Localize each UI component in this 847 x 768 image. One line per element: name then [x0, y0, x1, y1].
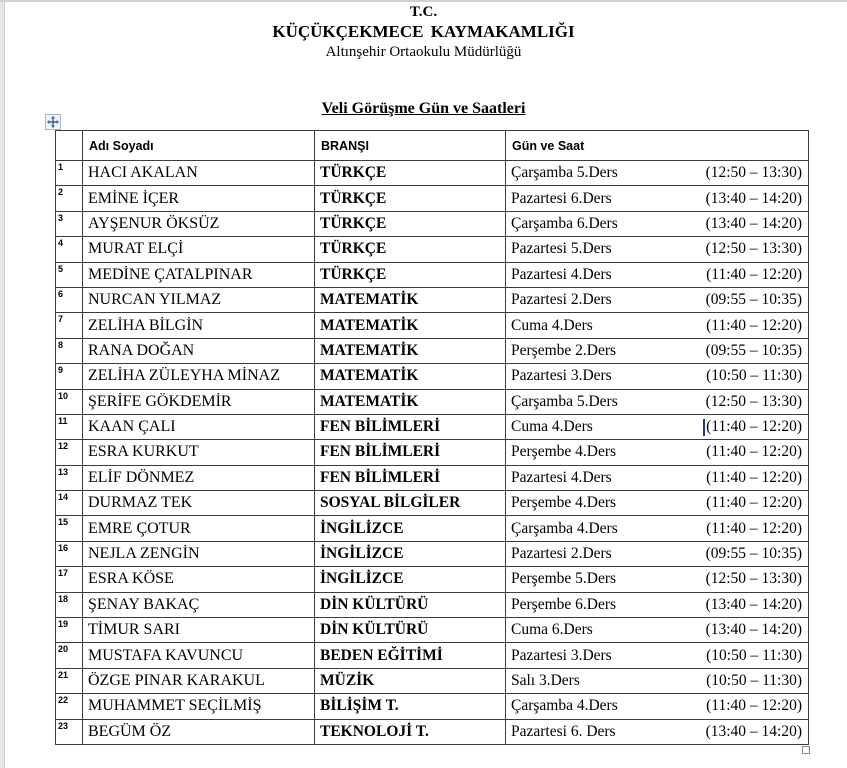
table-title[interactable]: Veli Görüşme Gün ve Saatleri	[321, 100, 526, 117]
row-number: 11	[58, 415, 68, 426]
meeting-slot[interactable]	[506, 643, 809, 668]
teacher-branch[interactable]: MATEMATİK	[315, 313, 506, 338]
row-number: 8	[58, 339, 64, 350]
row-number: 14	[58, 492, 69, 503]
teacher-name[interactable]: HACI AKALAN	[83, 161, 315, 186]
meeting-slot[interactable]	[506, 287, 809, 312]
teacher-name[interactable]: KAAN ÇALI	[83, 414, 315, 439]
text-cursor	[703, 419, 705, 436]
row-number: 1	[58, 162, 64, 172]
table-row	[56, 211, 809, 236]
table-row	[56, 618, 809, 643]
row-number: 22	[58, 695, 69, 706]
schedule-table	[55, 130, 809, 745]
meeting-slot[interactable]	[506, 262, 809, 287]
teacher-name[interactable]: RANA DOĞAN	[83, 338, 315, 363]
teacher-branch[interactable]: SOSYAL BİLGİLER	[315, 491, 506, 516]
teacher-branch[interactable]: MÜZİK	[315, 668, 506, 693]
meeting-day: Pazartesi 3.Ders	[511, 646, 612, 664]
row-number: 5	[58, 263, 64, 274]
table-row	[56, 186, 809, 211]
row-number: 17	[58, 568, 69, 579]
table-row	[56, 668, 809, 693]
table-row	[56, 465, 809, 490]
meeting-time: (11:40 – 12:20)	[706, 468, 802, 486]
teacher-branch[interactable]: FEN BİLİMLERİ	[315, 465, 506, 490]
meeting-day: Pazartesi 2.Ders	[511, 545, 612, 563]
teacher-name[interactable]: ESRA KÖSE	[83, 567, 315, 592]
meeting-time: (13:40 – 14:20)	[705, 621, 802, 639]
meeting-slot[interactable]	[506, 491, 809, 516]
teacher-branch[interactable]: MATEMATİK	[315, 364, 506, 389]
letterhead-school[interactable]: Altınşehir Ortaokulu Müdürlüğü	[325, 44, 522, 60]
meeting-slot[interactable]	[506, 719, 809, 744]
meeting-day: Pazartesi 4.Ders	[511, 468, 612, 486]
table-title-row	[0, 100, 847, 122]
teacher-branch[interactable]: BEDEN EĞİTİMİ	[315, 643, 506, 668]
meeting-time: (09:55 – 10:35)	[705, 341, 802, 359]
meeting-time: (13:40 – 14:20)	[705, 214, 802, 232]
letterhead-kaymakamlik[interactable]: KÜÇÜKÇEKMECE KAYMAKAMLIĞI	[272, 22, 575, 41]
table-row	[56, 237, 809, 262]
table-move-handle[interactable]	[45, 114, 61, 130]
row-number: 3	[58, 212, 64, 223]
schedule-rows	[56, 161, 809, 745]
meeting-time: (13:40 – 14:20)	[705, 595, 802, 613]
teacher-branch[interactable]: DİN KÜLTÜRÜ	[315, 618, 506, 643]
table-row	[56, 414, 809, 439]
teacher-branch[interactable]: DİN KÜLTÜRÜ	[315, 592, 506, 617]
teacher-name[interactable]: ÖZGE PINAR KARAKUL	[83, 668, 315, 693]
meeting-day: Cuma 4.Ders	[511, 418, 593, 436]
teacher-name[interactable]: MUHAMMET SEÇİLMİŞ	[83, 694, 315, 719]
teacher-branch[interactable]: TÜRKÇE	[315, 186, 506, 211]
row-number: 13	[58, 466, 69, 477]
meeting-time: (13:40 – 14:20)	[705, 722, 802, 740]
teacher-branch[interactable]: İNGİLİZCE	[315, 516, 506, 541]
meeting-day: Çarşamba 6.Ders	[511, 214, 618, 232]
meeting-time: (11:40 – 12:20)	[706, 265, 802, 283]
row-number: 12	[58, 441, 69, 452]
teacher-name[interactable]: ŞERİFE GÖKDEMİR	[83, 389, 315, 414]
document-letterhead	[0, 0, 847, 62]
meeting-slot[interactable]	[506, 161, 809, 186]
meeting-day: Pazartesi 6. Ders	[511, 722, 616, 740]
meeting-slot[interactable]	[506, 618, 809, 643]
table-row	[56, 338, 809, 363]
table-row	[56, 262, 809, 287]
teacher-name[interactable]: DURMAZ TEK	[83, 491, 315, 516]
table-row	[56, 364, 809, 389]
meeting-time: (12:50 – 13:30)	[705, 570, 802, 588]
meeting-slot[interactable]	[506, 414, 809, 439]
meeting-slot[interactable]	[506, 440, 809, 465]
meeting-day: Çarşamba 5.Ders	[511, 164, 618, 182]
table-row	[56, 541, 809, 566]
teacher-branch[interactable]: MATEMATİK	[315, 338, 506, 363]
meeting-time: (13:40 – 14:20)	[705, 189, 802, 207]
teacher-name[interactable]: ZELİHA BİLGİN	[83, 313, 315, 338]
meeting-day: Çarşamba 4.Ders	[511, 519, 618, 537]
meeting-time: (11:40 – 12:20)	[706, 519, 802, 537]
teacher-name[interactable]: MURAT ELÇİ	[83, 237, 315, 262]
meeting-slot[interactable]	[506, 186, 809, 211]
teacher-name[interactable]: NEJLA ZENGİN	[83, 541, 315, 566]
meeting-day: Çarşamba 4.Ders	[511, 697, 618, 715]
table-row	[56, 440, 809, 465]
letterhead-tc[interactable]: T.C.	[409, 4, 438, 20]
teacher-branch[interactable]: MATEMATİK	[315, 389, 506, 414]
meeting-slot[interactable]	[506, 668, 809, 693]
row-number: 2	[58, 187, 64, 198]
teacher-name[interactable]: MUSTAFA KAVUNCU	[83, 643, 315, 668]
meeting-slot[interactable]	[506, 592, 809, 617]
meeting-day: Perşembe 6.Ders	[511, 595, 617, 613]
meeting-slot[interactable]	[506, 516, 809, 541]
teacher-name[interactable]: EMRE ÇOTUR	[83, 516, 315, 541]
teacher-name[interactable]: ESRA KURKUT	[83, 440, 315, 465]
table-row	[56, 694, 809, 719]
meeting-slot[interactable]	[506, 364, 809, 389]
row-number: 15	[58, 517, 69, 528]
row-number: 16	[58, 542, 69, 553]
meeting-day: Perşembe 5.Ders	[511, 570, 617, 588]
row-number: 20	[58, 644, 69, 655]
meeting-slot[interactable]	[506, 313, 809, 338]
move-arrows-icon	[47, 116, 59, 128]
meeting-day: Çarşamba 5.Ders	[511, 392, 618, 410]
meeting-day: Perşembe 4.Ders	[511, 494, 617, 512]
table-row	[56, 287, 809, 312]
teacher-branch[interactable]: TÜRKÇE	[315, 161, 506, 186]
row-number: 23	[58, 720, 69, 731]
table-row	[56, 516, 809, 541]
schedule-table-area	[55, 130, 808, 745]
meeting-day: Perşembe 2.Ders	[511, 341, 617, 359]
teacher-branch[interactable]: TÜRKÇE	[315, 262, 506, 287]
meeting-time: (09:55 – 10:35)	[705, 545, 802, 563]
meeting-time: (11:40 – 12:20)	[706, 494, 802, 512]
meeting-slot[interactable]	[506, 338, 809, 363]
teacher-name[interactable]: NURCAN YILMAZ	[83, 287, 315, 312]
meeting-time: (10:50 – 11:30)	[706, 646, 802, 664]
col-header-branch[interactable]: BRANŞI	[315, 131, 506, 161]
meeting-slot[interactable]	[506, 211, 809, 236]
teacher-branch[interactable]: İNGİLİZCE	[315, 541, 506, 566]
meeting-day: Pazartesi 4.Ders	[511, 265, 612, 283]
meeting-time: (10:50 – 11:30)	[706, 367, 802, 385]
meeting-time: (12:50 – 13:30)	[705, 164, 802, 182]
meeting-slot[interactable]	[506, 567, 809, 592]
teacher-name[interactable]: ŞENAY BAKAÇ	[83, 592, 315, 617]
teacher-name[interactable]: EMİNE İÇER	[83, 186, 315, 211]
meeting-day: Pazartesi 3.Ders	[511, 367, 612, 385]
meeting-slot[interactable]	[506, 465, 809, 490]
page-top-edge	[0, 0, 847, 2]
teacher-branch[interactable]: BİLİŞİM T.	[315, 694, 506, 719]
meeting-time: (11:40 – 12:20)	[706, 418, 802, 436]
meeting-time: (11:40 – 12:20)	[706, 443, 802, 461]
header-row	[56, 131, 809, 161]
teacher-name[interactable]: ZELİHA ZÜLEYHA MİNAZ	[83, 364, 315, 389]
table-resize-handle[interactable]	[802, 746, 810, 754]
meeting-slot[interactable]	[506, 389, 809, 414]
meeting-day: Cuma 6.Ders	[511, 621, 593, 639]
meeting-day: Salı 3.Ders	[511, 672, 580, 689]
meeting-day: Pazartesi 6.Ders	[511, 189, 612, 207]
teacher-branch[interactable]: TEKNOLOJİ T.	[315, 719, 506, 744]
col-header-number[interactable]	[56, 131, 83, 161]
meeting-day: Pazartesi 2.Ders	[511, 291, 612, 309]
table-row	[56, 389, 809, 414]
table-row	[56, 592, 809, 617]
col-header-day-time[interactable]: Gün ve Saat	[506, 131, 809, 161]
teacher-branch[interactable]: MATEMATİK	[315, 287, 506, 312]
teacher-branch[interactable]: TÜRKÇE	[315, 211, 506, 236]
row-number: 9	[58, 365, 64, 376]
teacher-name[interactable]: AYŞENUR ÖKSÜZ	[83, 211, 315, 236]
row-number: 21	[58, 669, 69, 680]
meeting-time: (10:50 – 11:30)	[706, 672, 802, 689]
table-row	[56, 643, 809, 668]
meeting-day: Pazartesi 5.Ders	[511, 240, 612, 258]
meeting-time: (12:50 – 13:30)	[705, 392, 802, 410]
teacher-name[interactable]: MEDİNE ÇATALPINAR	[83, 262, 315, 287]
meeting-time: (11:40 – 12:20)	[706, 697, 802, 715]
meeting-time: (09:55 – 10:35)	[705, 291, 802, 309]
table-row	[56, 491, 809, 516]
table-row	[56, 313, 809, 338]
teacher-branch[interactable]: TÜRKÇE	[315, 237, 506, 262]
meeting-day: Cuma 4.Ders	[511, 316, 593, 334]
teacher-branch[interactable]: FEN BİLİMLERİ	[315, 414, 506, 439]
table-row	[56, 567, 809, 592]
row-number: 7	[58, 314, 64, 325]
meeting-time: (12:50 – 13:30)	[705, 240, 802, 258]
col-header-name[interactable]: Adı Soyadı	[83, 131, 315, 161]
teacher-name[interactable]: TİMUR SARI	[83, 618, 315, 643]
meeting-slot[interactable]	[506, 541, 809, 566]
row-number: 10	[58, 390, 69, 401]
teacher-branch[interactable]: FEN BİLİMLERİ	[315, 440, 506, 465]
table-row	[56, 719, 809, 744]
teacher-name[interactable]: ELİF DÖNMEZ	[83, 465, 315, 490]
meeting-slot[interactable]	[506, 694, 809, 719]
page-left-edge	[0, 0, 5, 768]
meeting-time: (11:40 – 12:20)	[706, 316, 802, 334]
meeting-day: Perşembe 4.Ders	[511, 443, 617, 461]
row-number: 19	[58, 619, 69, 630]
teacher-name[interactable]: BEGÜM ÖZ	[83, 719, 315, 744]
meeting-slot[interactable]	[506, 237, 809, 262]
row-number: 6	[58, 288, 64, 299]
table-row	[56, 161, 809, 186]
teacher-branch[interactable]: İNGİLİZCE	[315, 567, 506, 592]
row-number: 4	[58, 238, 64, 249]
row-number: 18	[58, 593, 69, 604]
